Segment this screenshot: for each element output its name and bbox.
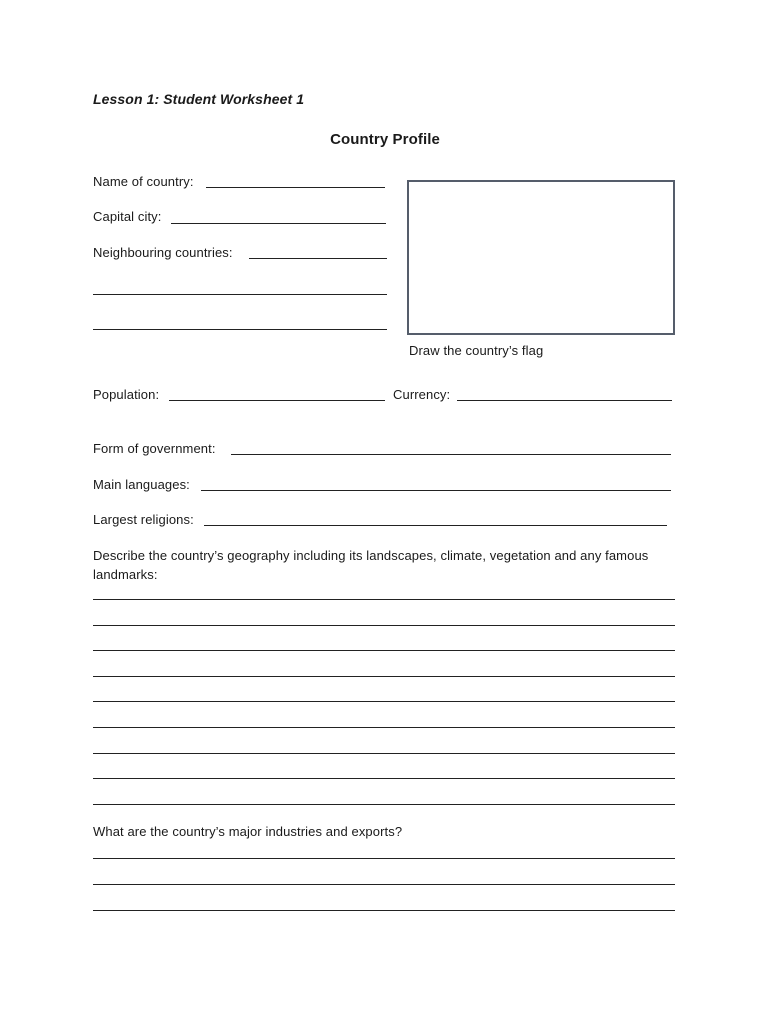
neighbouring-countries-blank[interactable] <box>249 258 387 259</box>
geography-answer-line[interactable] <box>93 778 675 779</box>
lesson-title: Lesson 1: Student Worksheet 1 <box>93 91 305 107</box>
industries-answer-line[interactable] <box>93 910 675 911</box>
form-of-government-blank[interactable] <box>231 454 671 455</box>
neighbouring-countries-line-3[interactable] <box>93 329 387 330</box>
industries-answer-line[interactable] <box>93 858 675 859</box>
population-label: Population: <box>93 387 160 402</box>
geography-answer-line[interactable] <box>93 599 675 600</box>
name-of-country-label: Name of country: <box>93 174 194 189</box>
geography-answer-line[interactable] <box>93 804 675 805</box>
neighbouring-countries-line-2[interactable] <box>93 294 387 295</box>
geography-answer-line[interactable] <box>93 727 675 728</box>
neighbouring-countries-label: Neighbouring countries: <box>93 245 233 260</box>
population-blank[interactable] <box>169 400 385 401</box>
capital-city-label: Capital city: <box>93 209 162 224</box>
main-languages-blank[interactable] <box>201 490 671 491</box>
industries-answer-line[interactable] <box>93 884 675 885</box>
worksheet-title: Country Profile <box>330 131 440 148</box>
form-of-government-label: Form of government: <box>93 441 216 456</box>
flag-caption: Draw the country’s flag <box>409 343 544 358</box>
geography-answer-line[interactable] <box>93 625 675 626</box>
main-languages-label: Main languages: <box>93 477 190 492</box>
currency-label: Currency: <box>393 387 451 402</box>
currency-blank[interactable] <box>457 400 672 401</box>
largest-religions-blank[interactable] <box>204 525 667 526</box>
geography-answer-line[interactable] <box>93 676 675 677</box>
industries-question: What are the country’s major industries and exports? <box>93 824 403 839</box>
capital-city-blank[interactable] <box>171 223 386 224</box>
flag-drawing-box[interactable] <box>407 180 675 335</box>
geography-answer-line[interactable] <box>93 753 675 754</box>
geography-question: Describe the country’s geography including its landscapes, climate, vegetation and any famous landmarks: <box>93 548 649 582</box>
geography-answer-line[interactable] <box>93 701 675 702</box>
name-of-country-blank[interactable] <box>206 187 385 188</box>
largest-religions-label: Largest religions: <box>93 512 194 527</box>
geography-answer-line[interactable] <box>93 650 675 651</box>
